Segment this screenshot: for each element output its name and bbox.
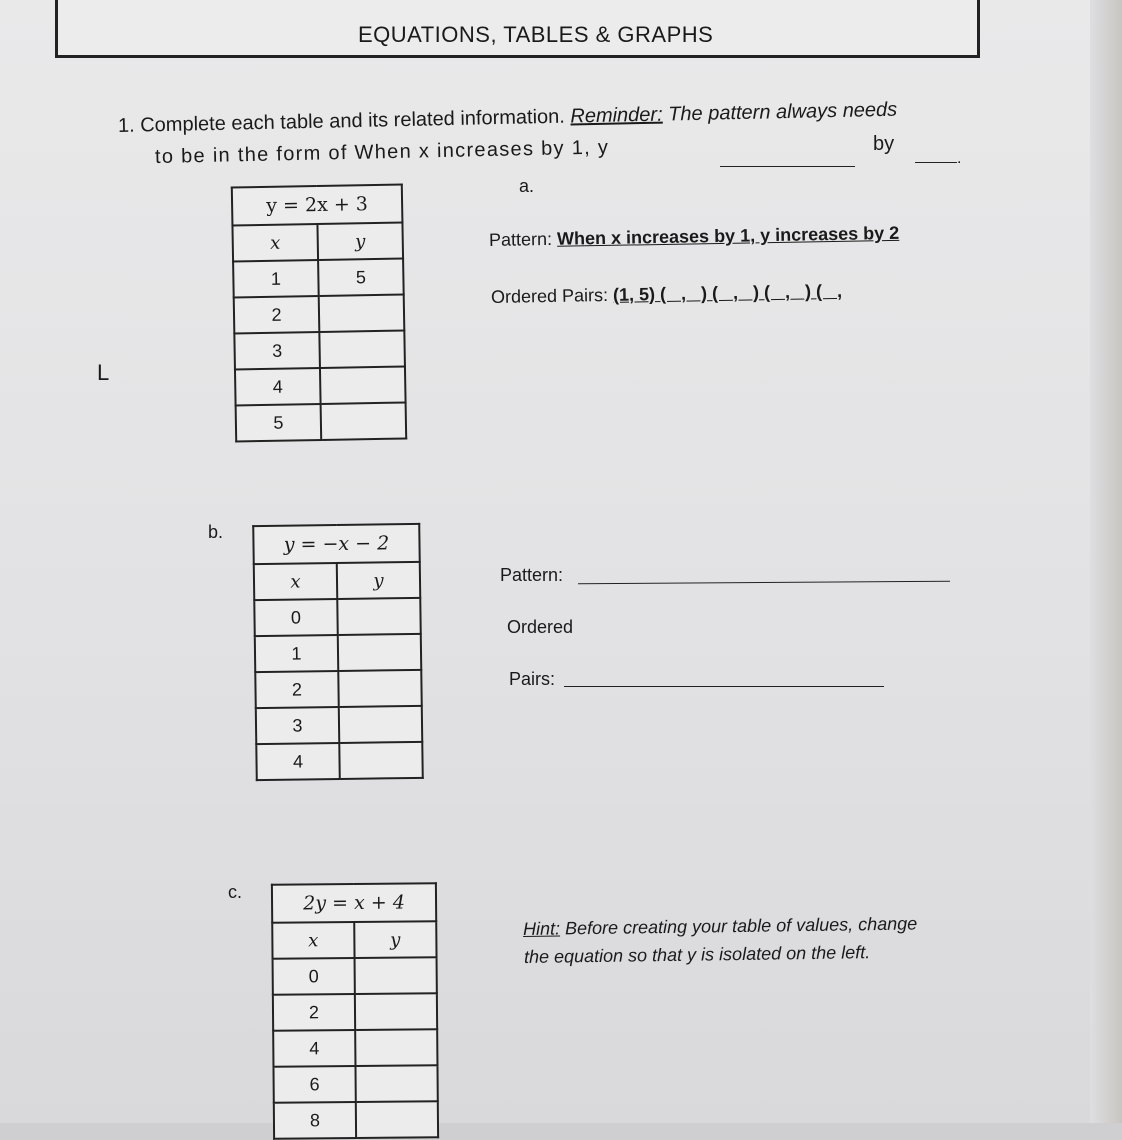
part-c-label: c. <box>228 882 243 902</box>
table-row: 2 <box>255 670 421 708</box>
table-row: 5 <box>236 403 407 442</box>
part-b-pattern-blank[interactable] <box>578 569 950 590</box>
reminder-label: Reminder: <box>570 103 663 128</box>
part-a-col-x: x <box>232 224 318 261</box>
part-b-col-y: y <box>337 562 421 599</box>
table-row: 6 <box>273 1065 437 1102</box>
margin-mark: L <box>97 360 110 385</box>
part-c-hint-line-2: the equation so that y is isolated on the left. <box>523 942 871 967</box>
question-line-2-text: to be in the form of When x increases by 1, y <box>154 136 610 168</box>
part-a-pattern-label: Pattern: <box>488 228 553 250</box>
part-a-equation: y = 2x + 3 <box>232 185 403 226</box>
part-a-pairs-answer[interactable]: (1, 5) ( , ) ( , ) ( , ) ( , <box>612 280 843 305</box>
table-row: 1 5 <box>233 259 404 298</box>
page-title: EQUATIONS, TABLES & GRAPHS <box>358 22 714 47</box>
part-b-label: b. <box>208 522 224 542</box>
part-b-pattern-label: Pattern: <box>500 565 564 585</box>
part-b-pairs-blank[interactable] <box>564 674 884 692</box>
part-c-equation: 2y = x + 4 <box>272 883 436 922</box>
part-b-ordered-label: Ordered <box>507 617 574 637</box>
y-answer-blank[interactable] <box>720 154 855 172</box>
part-c-col-y: y <box>354 921 436 958</box>
page-edge <box>1090 0 1122 1123</box>
hint-label: Hint: <box>522 918 561 939</box>
table-row: 8 <box>274 1101 438 1138</box>
part-c-table <box>271 882 439 1139</box>
by-label: by <box>873 133 895 155</box>
part-b-table <box>252 523 424 781</box>
question-text: Complete each table and its related information. <box>140 105 566 137</box>
part-b-pairs-label: Pairs: <box>509 669 556 689</box>
table-row: 2 <box>273 993 437 1030</box>
table-row: 0 <box>273 957 437 994</box>
table-row: 4 <box>256 742 422 780</box>
table-row: 3 <box>256 706 422 744</box>
table-row: 0 <box>254 598 420 636</box>
part-b-equation: y = −x − 2 <box>253 524 420 564</box>
title-banner <box>55 0 980 58</box>
part-b-col-x: x <box>254 563 337 600</box>
table-row: 4 <box>235 367 406 406</box>
part-c-col-x: x <box>272 922 354 959</box>
question-number: 1. <box>117 114 135 137</box>
part-a-pattern-answer[interactable]: When x increases by 1, y increases by 2 <box>556 222 900 249</box>
hint-text-1: Before creating your table of values, change <box>564 913 918 939</box>
table-row: 3 <box>234 331 405 370</box>
table-row: 4 <box>273 1029 437 1066</box>
reminder-text: The pattern always needs <box>667 98 898 126</box>
part-a-col-y: y <box>317 223 403 260</box>
by-answer-blank[interactable]: . <box>915 150 960 168</box>
part-a-table <box>231 184 407 443</box>
part-a-label: a. <box>519 176 535 196</box>
table-row: 2 <box>234 295 405 334</box>
part-a-pairs-label: Ordered Pairs: <box>490 284 609 307</box>
table-row: 1 <box>255 634 421 672</box>
